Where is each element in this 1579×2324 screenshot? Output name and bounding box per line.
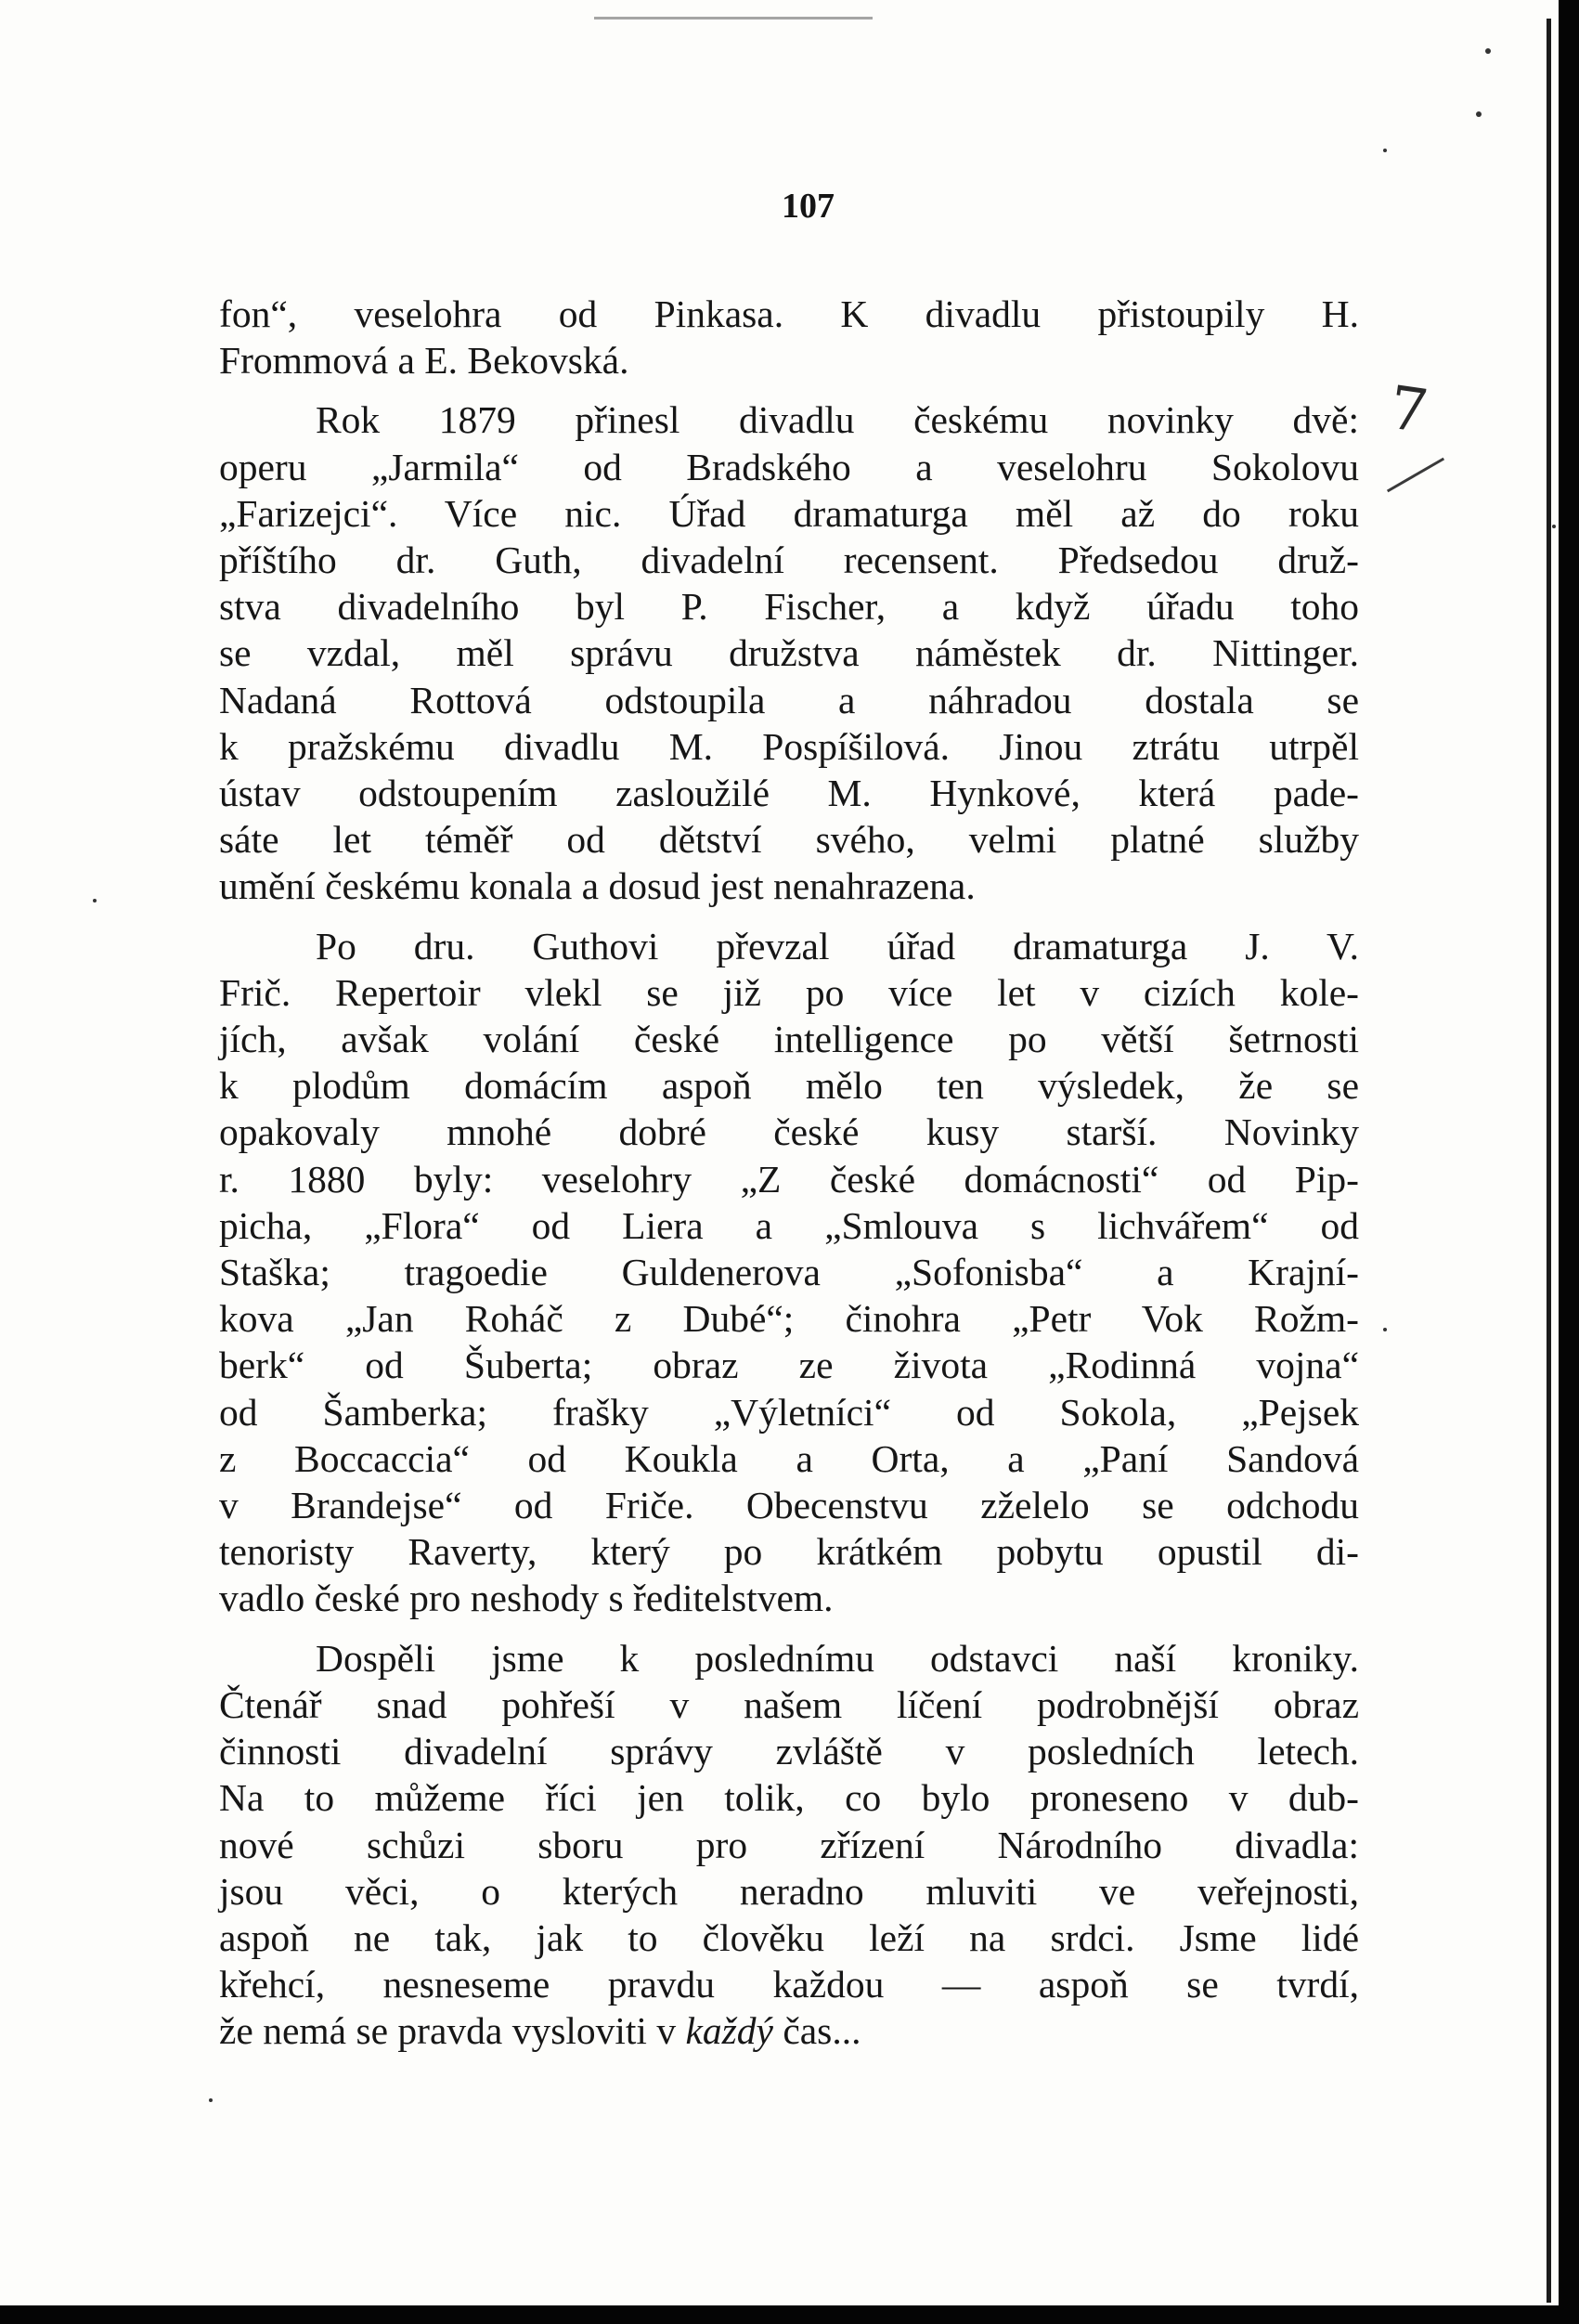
- paragraph: [219, 1635, 1359, 2055]
- paragraph: [219, 396, 1359, 909]
- scan-speck: [1383, 1328, 1387, 1331]
- text-line: jsou věci, o kterých neradno mluviti ve veřejnosti,: [219, 1869, 1359, 1913]
- body-text: [219, 291, 1359, 2068]
- text-line: Dospěli jsme k poslednímu odstavci naší kroniky.: [316, 1636, 1359, 1680]
- text-line: Staška; tragoedie Guldenerova „Sofonisba“ a Krajní-: [219, 1251, 1359, 1294]
- text-line: Po dru. Guthovi převzal úřad dramaturga J. V.: [316, 924, 1359, 967]
- text-line: ústav odstoupením zasloužilé M. Hynkové, která pade-: [219, 772, 1359, 815]
- margin-note-seven: 7: [1385, 373, 1432, 448]
- scan-right-shadow: [1547, 19, 1551, 2303]
- text-line: v Brandejse“ od Friče. Obecenstvu zželelo se odchodu: [219, 1484, 1359, 1527]
- margin-note-stroke: [1387, 458, 1444, 493]
- text-line: k plodům domácím aspoň mělo ten výsledek, že se: [219, 1064, 1359, 1108]
- text-line: sáte let téměř od dětství svého, velmi platné služby: [219, 818, 1359, 862]
- paragraph: [219, 291, 1359, 383]
- text-line: Čtenář snad pohřeší v našem líčení podrobnější obraz: [219, 1682, 1359, 1726]
- text-fragment: čas...: [772, 2009, 861, 2053]
- page-number: 107: [782, 187, 835, 226]
- scan-bottom-border: [0, 2305, 1579, 2324]
- text-line: jích, avšak volání české intelligence po větší šetrnosti: [219, 1018, 1359, 1061]
- text-line: picha, „Flora“ od Liera a „Smlouva s lichvářem“ od: [219, 1203, 1359, 1247]
- scan-speck: [1485, 48, 1491, 54]
- text-line: k pražskému divadlu M. Pospíšilová. Jinou ztrátu utrpěl: [219, 724, 1359, 768]
- text-line: tenoristy Raverty, který po krátkém pobytu opustil di-: [219, 1530, 1359, 1574]
- italic-word: každý: [685, 2009, 773, 2053]
- text-line: Frommová a E. Bekovská.: [219, 339, 629, 383]
- text-line: stva divadelního byl P. Fischer, a když úřadu toho: [219, 585, 1359, 629]
- scan-speck: [209, 2098, 213, 2102]
- text-line: berk“ od Šuberta; obraz ze života „Rodinná vojna“: [219, 1344, 1359, 1387]
- text-line: umění českému konala a dosud jest nenahrazena.: [219, 864, 976, 908]
- text-line: [219, 2007, 1359, 2054]
- scan-speck: [1552, 525, 1556, 528]
- scan-speck: [1476, 111, 1482, 117]
- text-line: Nadaná Rottová odstoupila a náhradou dostala se: [219, 678, 1359, 721]
- text-line: od Šamberka; frašky „Výletníci“ od Sokola, „Pejsek: [219, 1390, 1359, 1434]
- text-line: opakovaly mnohé dobré české kusy starší. Novinky: [219, 1110, 1359, 1154]
- scan-speck: [93, 899, 97, 902]
- text-line: r. 1880 byly: veselohry „Z české domácnosti“ od Pip-: [219, 1157, 1359, 1201]
- paragraph: [219, 923, 1359, 1622]
- text-line: křehcí, nesneseme pravdu každou — aspoň se tvrdí,: [219, 1963, 1359, 2006]
- text-line: nové schůzi sboru pro zřízení Národního divadla:: [219, 1823, 1359, 1866]
- text-fragment: že nemá se pravda vysloviti v: [219, 2009, 686, 2053]
- text-line: aspoň ne tak, jak to člověku leží na srdci. Jsme lidé: [219, 1915, 1359, 1959]
- text-line: vadlo české pro neshody s ředitelstvem.: [219, 1577, 834, 1620]
- text-line: Na to můžeme říci jen tolik, co bylo proneseno v dub-: [219, 1776, 1359, 1820]
- scan-speck: [1383, 149, 1387, 152]
- scan-top-mark: [594, 17, 873, 19]
- text-line: kova „Jan Roháč z Dubé“; činohra „Petr Vok Rožm-: [219, 1297, 1359, 1341]
- text-line: příštího dr. Guth, divadelní recensent. Předsedou druž-: [219, 539, 1359, 582]
- text-line: operu „Jarmila“ od Bradského a veselohru Sokolovu: [219, 445, 1359, 488]
- text-line: z Boccaccia“ od Koukla a Orta, a „Paní Sandová: [219, 1436, 1359, 1480]
- text-line: činnosti divadelní správy zvláště v posledních letech.: [219, 1730, 1359, 1773]
- text-line: Rok 1879 přinesl divadlu českému novinky dvě:: [316, 398, 1359, 442]
- text-line: se vzdal, měl správu družstva náměstek dr. Nittinger.: [219, 631, 1359, 675]
- scan-right-border: [1559, 0, 1579, 2324]
- text-line: Frič. Repertoir vlekl se již po více let v cizích kole-: [219, 970, 1359, 1014]
- text-line: fon“, veselohra od Pinkasa. K divadlu přistoupily H.: [219, 292, 1359, 335]
- text-line: „Farizejci“. Více nic. Úřad dramaturga měl až do roku: [219, 491, 1359, 535]
